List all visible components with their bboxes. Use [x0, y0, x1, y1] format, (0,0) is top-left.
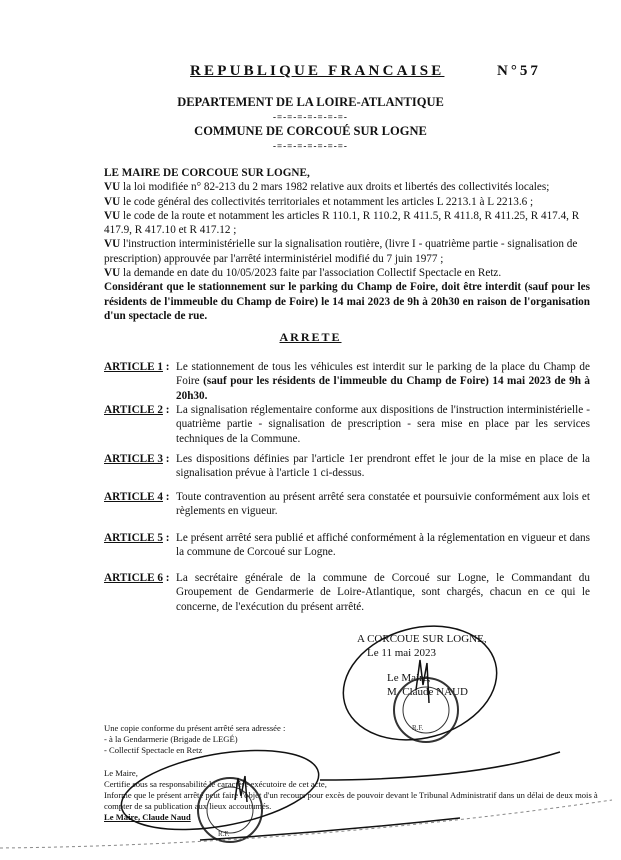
signature-block: A CORCOUE SUR LOGNE, Le 11 mai 2023 Le Maire, M. Claude NAUD	[357, 633, 487, 698]
arrete-heading: ARRETE	[279, 330, 342, 344]
vu-item: VU le code de la route et notamment les articles R 110.1, R 110.2, R 411.5, R 411.8, R 411.25, R 417.4, R 417.9, R 417.10 et R 417.12 ;	[104, 209, 580, 237]
mayor-intro: LE MAIRE DE CORCOUE SUR LOGNE,	[104, 167, 310, 179]
article: ARTICLE 5 : Le présent arrêté sera publié et affiché conformément à la réglementation en vigueur et dans la commune de Corcoué sur Logne.	[104, 532, 590, 559]
footer-notes: Une copie conforme du présent arrêté sera adressée : - à la Gendarmerie (Brigade de LEGÉ) - Collectif Spectacle en Retz Le Maire, Certifie sous sa responsabilité le caractère exécutoire de cet acte, Informe que le présent arrêté peut faire l'objet d'un recours pour excès de pouvoir devant le Tribunal Administratif dans un délai de deux mois à compter de sa publication aux lieux accoutumés. Le Maire, Claude Naud	[104, 723, 598, 823]
article: ARTICLE 6 : La secrétaire générale de la commune de Corcoué sur Logne, le Commandant du Groupement de Gendarmerie de Loire-Atlantique, sont chargés, chacun en ce qui le concerne, de l'exécution du présent arrêté.	[104, 572, 590, 613]
considerant: Considérant que le stationnement sur le parking du Champ de Foire, doit être interdit (sauf pour les résidents de l'immeuble du Champ de Foire) le 14 mai 2023 de 9h à 20h30 en raison de l'organisation d'un spectacle de rue.	[104, 281, 590, 322]
official-stamp	[198, 778, 262, 842]
vu-item: VU la demande en date du 10/05/2023 faite par l'association Collectif Spectacle en Retz.	[104, 267, 502, 280]
republic-title: REPUBLIQUE FRANCAISE	[190, 63, 445, 79]
official-stamp	[394, 678, 458, 742]
vu-item: VU le code général des collectivités territoriales et notamment les articles L 2213.1 à L 2213.6 ;	[104, 195, 534, 208]
signed-name: Le Maire, Claude Naud	[104, 812, 191, 823]
decree-number: N°57	[497, 63, 541, 79]
commune-heading: COMMUNE DE CORCOUÉ SUR LOGNE	[194, 124, 427, 138]
article: ARTICLE 3 : Les dispositions définies par l'article 1er prendront effet le jour de la mise en place de la signalisation prévue à l'article 1 ci-dessus.	[104, 453, 590, 480]
article: ARTICLE 4 : Toute contravention au présent arrêté sera constatée et poursuivie conformément aux lois et règlements en vigueur.	[104, 491, 590, 518]
vu-item: VU la loi modifiée n° 82-213 du 2 mars 1982 relative aux droits et libertés des collectivités locales;	[104, 181, 550, 194]
page-bottom-line	[0, 800, 612, 848]
department-heading: DEPARTEMENT DE LA LOIRE-ATLANTIQUE	[177, 95, 444, 109]
svg-text:R.F.: R.F.	[218, 830, 230, 838]
article: ARTICLE 1 : Le stationnement de tous les véhicules est interdit sur le parking de la place du Champ de Foire (sauf pour les résidents de l'immeuble du Champ de Foire) 14 mai 2023 de 9h à 20h30.	[104, 361, 590, 402]
article: ARTICLE 2 : La signalisation réglementaire conforme aux dispositions de l'instruction interministérielle - quatrième partie - signalisation de prescription - sera mise en place par les services techniques de la Commune.	[104, 404, 590, 445]
vu-item: VU l'instruction interministérielle sur la signalisation routière, (livre I - quatrième partie - signalisation de prescription) approuvée par l'arrêté interministériel modifié du 7 juin 1977 ;	[104, 238, 578, 265]
separator: -=-=-=-=-=-=-=-	[273, 112, 348, 122]
svg-text:R.F.: R.F.	[412, 724, 424, 732]
signature-scribble	[115, 610, 560, 843]
separator: -=-=-=-=-=-=-=-	[273, 141, 348, 151]
